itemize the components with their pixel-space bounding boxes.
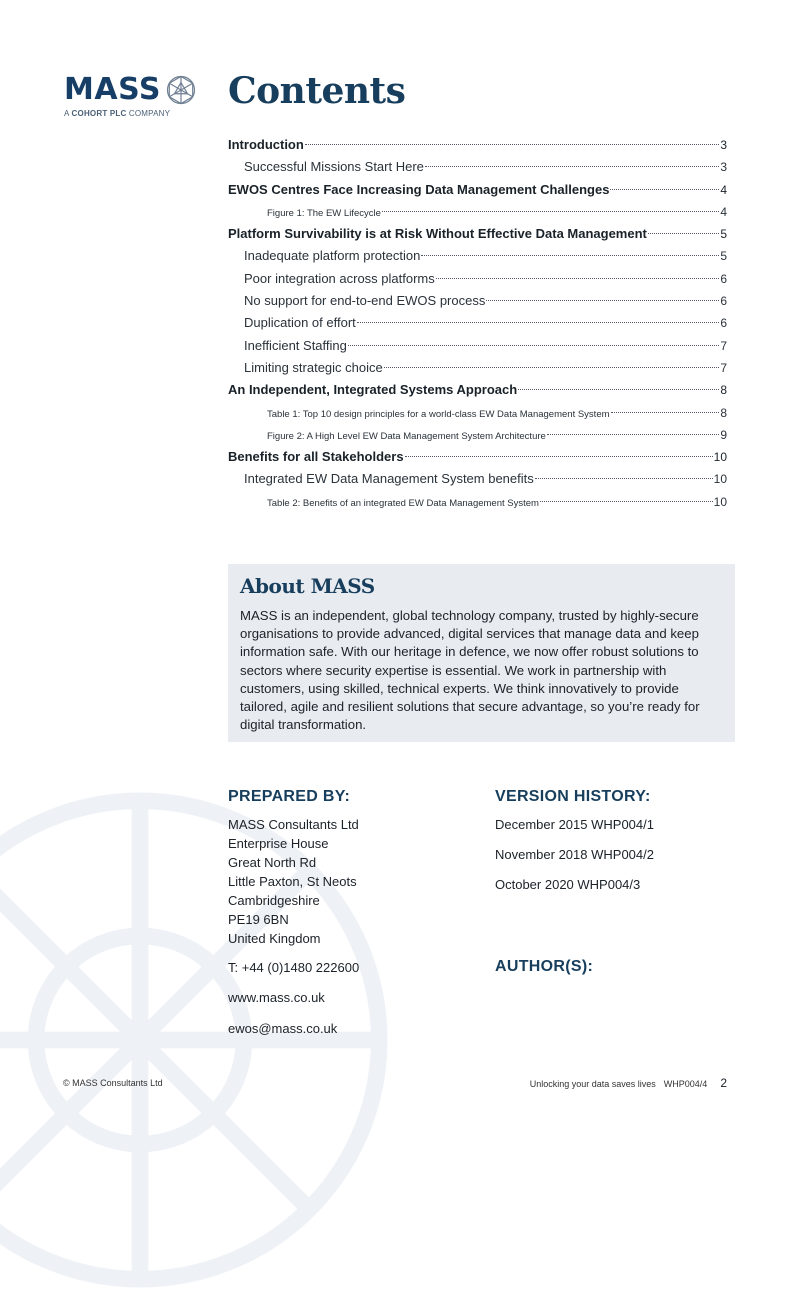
toc-entry-title: Figure 2: A High Level EW Data Management System Architecture xyxy=(267,430,546,442)
version-entry: October 2020 WHP004/3 xyxy=(495,877,641,892)
authors-heading: AUTHOR(S): xyxy=(495,958,594,975)
table-of-contents xyxy=(228,134,727,513)
address-block xyxy=(228,815,359,948)
toc-entry[interactable] xyxy=(228,290,727,312)
toc-page-number: 5 xyxy=(720,249,727,264)
toc-entry-title: Duplication of effort xyxy=(244,315,356,331)
toc-leader-dots xyxy=(348,345,719,346)
company-logo xyxy=(64,74,204,118)
toc-entry[interactable] xyxy=(228,223,727,245)
address-line: Enterprise House xyxy=(228,836,329,851)
toc-entry-title: Benefits for all Stakeholders xyxy=(228,449,404,465)
toc-page-number: 3 xyxy=(720,138,727,152)
globe-emblem-icon xyxy=(166,75,196,105)
logo-tagline: A COHORT PLC COMPANY xyxy=(64,109,171,118)
toc-entry-title: Limiting strategic choice xyxy=(244,359,383,375)
toc-leader-dots xyxy=(648,233,719,234)
toc-leader-dots xyxy=(421,255,719,256)
toc-entry-title: EWOS Centres Face Increasing Data Management Challenges xyxy=(228,181,610,197)
toc-page-number: 9 xyxy=(720,427,727,442)
page-title: Contents xyxy=(228,70,406,112)
footer-copyright: © MASS Consultants Ltd xyxy=(63,1078,163,1088)
toc-entry-title: Poor integration across platforms xyxy=(244,270,435,286)
address-line: Little Paxton, St Neots xyxy=(228,874,357,889)
phone-number: T: +44 (0)1480 222600 xyxy=(228,960,360,975)
toc-page-number: 4 xyxy=(720,182,727,197)
address-line: United Kingdom xyxy=(228,931,321,946)
toc-page-number: 7 xyxy=(720,338,727,353)
toc-entry[interactable] xyxy=(228,156,727,178)
toc-entry-title: Platform Survivability is at Risk Without Effective Data Management xyxy=(228,226,647,242)
address-line: Cambridgeshire xyxy=(228,893,320,908)
toc-page-number: 6 xyxy=(720,294,727,309)
toc-page-number: 10 xyxy=(713,450,727,465)
toc-entry-title: Table 2: Benefits of an integrated EW Data Management System xyxy=(267,497,539,509)
toc-page-number: 4 xyxy=(720,204,727,219)
toc-page-number: 10 xyxy=(713,472,727,487)
toc-entry[interactable] xyxy=(228,491,727,513)
toc-page-number: 6 xyxy=(720,271,727,286)
toc-entry-title: Integrated EW Data Management System benefits xyxy=(244,471,534,487)
toc-entry[interactable] xyxy=(228,468,727,490)
email-link[interactable]: ewos@mass.co.uk xyxy=(228,1021,338,1036)
toc-leader-dots xyxy=(518,389,719,390)
page-number: 2 xyxy=(720,1076,727,1090)
about-title: About MASS xyxy=(240,574,375,598)
toc-leader-dots xyxy=(357,322,720,323)
address-line: PE19 6BN xyxy=(228,912,289,927)
toc-page-number: 7 xyxy=(720,360,727,375)
toc-entry[interactable] xyxy=(228,357,727,379)
toc-page-number: 6 xyxy=(720,316,727,331)
toc-leader-dots xyxy=(547,434,720,435)
toc-leader-dots xyxy=(405,456,713,457)
toc-entry[interactable] xyxy=(228,245,727,267)
toc-entry[interactable] xyxy=(228,424,727,446)
toc-page-number: 3 xyxy=(720,160,727,175)
footer-doc-title: Unlocking your data saves lives xyxy=(529,1079,656,1089)
toc-entry[interactable] xyxy=(228,335,727,357)
toc-page-number: 8 xyxy=(720,383,727,398)
toc-page-number: 10 xyxy=(713,494,727,509)
toc-page-number: 5 xyxy=(720,227,727,242)
version-history-heading: VERSION HISTORY: xyxy=(495,788,651,805)
toc-entry-title: No support for end-to-end EWOS process xyxy=(244,293,486,309)
toc-leader-dots xyxy=(384,367,720,368)
toc-entry[interactable] xyxy=(228,312,727,334)
about-text: MASS is an independent, global technology company, trusted by highly-secure organisations to provide advanced, digital services that manage data and keep information safe. With our heritage in defence, we now offer robust solutions to sectors where security expertise is essential. We work in partnership with customers, using skilled, technical experts. We think innovatively to provide tailored, agile and resilient solutions that secure advantage, so you’re ready for digital transformation. xyxy=(240,608,700,733)
toc-leader-dots xyxy=(382,211,719,212)
toc-entry[interactable] xyxy=(228,201,727,223)
toc-entry[interactable] xyxy=(228,379,727,401)
toc-entry-title: An Independent, Integrated Systems Approach xyxy=(228,382,518,398)
toc-page-number: 8 xyxy=(720,405,727,420)
toc-leader-dots xyxy=(610,189,719,190)
toc-leader-dots xyxy=(425,166,719,167)
address-line: Great North Rd xyxy=(228,855,317,870)
toc-entry-title: Successful Missions Start Here xyxy=(244,159,424,175)
toc-leader-dots xyxy=(611,412,720,413)
toc-leader-dots xyxy=(486,300,719,301)
toc-entry[interactable] xyxy=(228,446,727,468)
toc-entry-title: Figure 1: The EW Lifecycle xyxy=(267,207,381,219)
footer-doc-ref: WHP004/4 xyxy=(663,1079,708,1089)
toc-leader-dots xyxy=(436,278,720,279)
toc-leader-dots xyxy=(535,478,713,479)
toc-entry[interactable] xyxy=(228,402,727,424)
address-line: MASS Consultants Ltd xyxy=(228,817,359,832)
toc-leader-dots xyxy=(540,501,713,502)
toc-entry-title: Inadequate platform protection xyxy=(244,248,421,264)
toc-leader-dots xyxy=(305,144,719,145)
version-entry: December 2015 WHP004/1 xyxy=(495,817,654,832)
toc-entry[interactable] xyxy=(228,268,727,290)
toc-entry[interactable] xyxy=(228,179,727,201)
logo-wordmark: MASS xyxy=(64,72,161,107)
prepared-by-heading: PREPARED BY: xyxy=(228,788,351,805)
toc-entry-title: Table 1: Top 10 design principles for a world-class EW Data Management System xyxy=(267,408,610,420)
footer-info xyxy=(530,1076,727,1090)
toc-entry-title: Introduction xyxy=(228,137,304,152)
website-link[interactable]: www.mass.co.uk xyxy=(228,990,325,1005)
toc-entry[interactable] xyxy=(228,134,727,156)
toc-entry-title: Inefficient Staffing xyxy=(244,337,347,353)
version-entry: November 2018 WHP004/2 xyxy=(495,847,654,862)
about-box xyxy=(228,564,735,742)
